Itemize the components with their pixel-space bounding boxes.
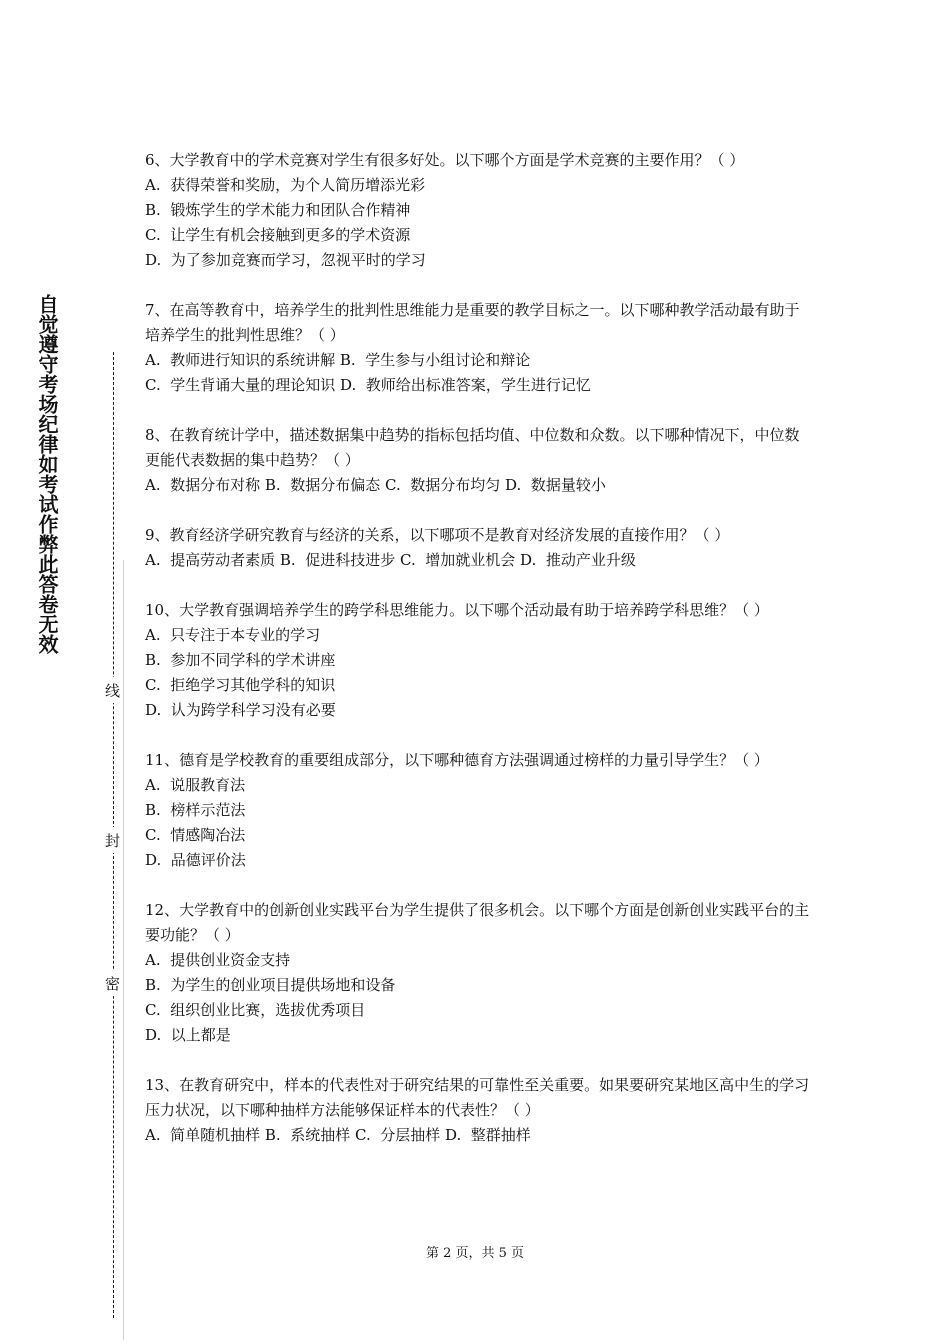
option-c: C. 组织创业比赛，选拔优秀项目	[145, 1001, 366, 1019]
options-line: A. 简单随机抽样 B. 系统抽样 C. 分层抽样 D. 整群抽样	[145, 1126, 531, 1144]
question-stem: 11、德育是学校教育的重要组成部分，以下哪种德育方法强调通过榜样的力量引导学生？（ ）	[145, 751, 769, 769]
question-stem: 8、在教育统计学中，描述数据集中趋势的指标包括均值、中位数和众数。以下哪种情况下，中位数更能代表数据的集中趋势？（ ）	[145, 426, 800, 469]
options-line: A. 提高劳动者素质 B. 促进科技进步 C. 增加就业机会 D. 推动产业升级	[145, 551, 636, 569]
options-line-ab: A. 教师进行知识的系统讲解 B. 学生参与小组讨论和辩论	[145, 351, 531, 369]
option-a: A. 获得荣誉和奖励，为个人简历增添光彩	[145, 176, 426, 194]
exam-discipline-notice: 自觉遵守考场纪律如考试作弊此答卷无效	[35, 294, 59, 654]
option-d: D. 品德评价法	[145, 851, 246, 869]
question-stem: 12、大学教育中的创新创业实践平台为学生提供了很多机会。以下哪个方面是创新创业实践平台的主要功能？（ ）	[145, 901, 810, 944]
question-10	[145, 598, 810, 723]
option-c: C. 让学生有机会接触到更多的学术资源	[145, 226, 411, 244]
page-number: 第 2 页，共 5 页	[425, 1246, 525, 1261]
option-c: C. 拒绝学习其他学科的知识	[145, 676, 336, 694]
question-13	[145, 1073, 810, 1148]
question-9	[145, 523, 810, 573]
question-stem: 6、大学教育中的学术竞赛对学生有很多好处。以下哪个方面是学术竞赛的主要作用？（ ）	[145, 151, 745, 169]
question-stem: 9、教育经济学研究教育与经济的关系，以下哪项不是教育对经济发展的直接作用？（ ）	[145, 526, 730, 544]
question-list	[145, 148, 810, 1148]
option-a: A. 提供创业资金支持	[145, 951, 291, 969]
option-d: D. 为了参加竞赛而学习，忽视平时的学习	[145, 251, 426, 269]
option-a: A. 说服教育法	[145, 776, 246, 794]
question-8	[145, 423, 810, 498]
option-b: B. 为学生的创业项目提供场地和设备	[145, 976, 396, 994]
option-b: B. 锻炼学生的学术能力和团队合作精神	[145, 201, 411, 219]
page-margin-rule	[123, 560, 124, 1340]
question-stem: 7、在高等教育中，培养学生的批判性思维能力是重要的教学目标之一。以下哪种教学活动最有助于培养学生的批判性思维？（ ）	[145, 301, 800, 344]
options-line-cd: C. 学生背诵大量的理论知识 D. 教师给出标准答案，学生进行记忆	[145, 376, 591, 394]
binding-mark-xian: 线	[103, 677, 125, 703]
question-6	[145, 148, 810, 273]
binding-mark-mi: 密	[103, 970, 125, 996]
question-stem: 13、在教育研究中，样本的代表性对于研究结果的可靠性至关重要。如果要研究某地区高中生的学习压力状况，以下哪种抽样方法能够保证样本的代表性？（ ）	[145, 1076, 810, 1119]
question-12	[145, 898, 810, 1048]
option-d: D. 认为跨学科学习没有必要	[145, 701, 336, 719]
binding-mark-feng: 封	[103, 827, 125, 853]
option-a: A. 只专注于本专业的学习	[145, 626, 321, 644]
option-c: C. 情感陶冶法	[145, 826, 246, 844]
option-b: B. 参加不同学科的学术讲座	[145, 651, 336, 669]
question-stem: 10、大学教育强调培养学生的跨学科思维能力。以下哪个活动最有助于培养跨学科思维？（ ）	[145, 601, 769, 619]
option-d: D. 以上都是	[145, 1026, 231, 1044]
question-7	[145, 298, 810, 398]
options-line: A. 数据分布对称 B. 数据分布偏态 C. 数据分布均匀 D. 数据量较小	[145, 476, 606, 494]
question-11	[145, 748, 810, 873]
option-b: B. 榜样示范法	[145, 801, 246, 819]
